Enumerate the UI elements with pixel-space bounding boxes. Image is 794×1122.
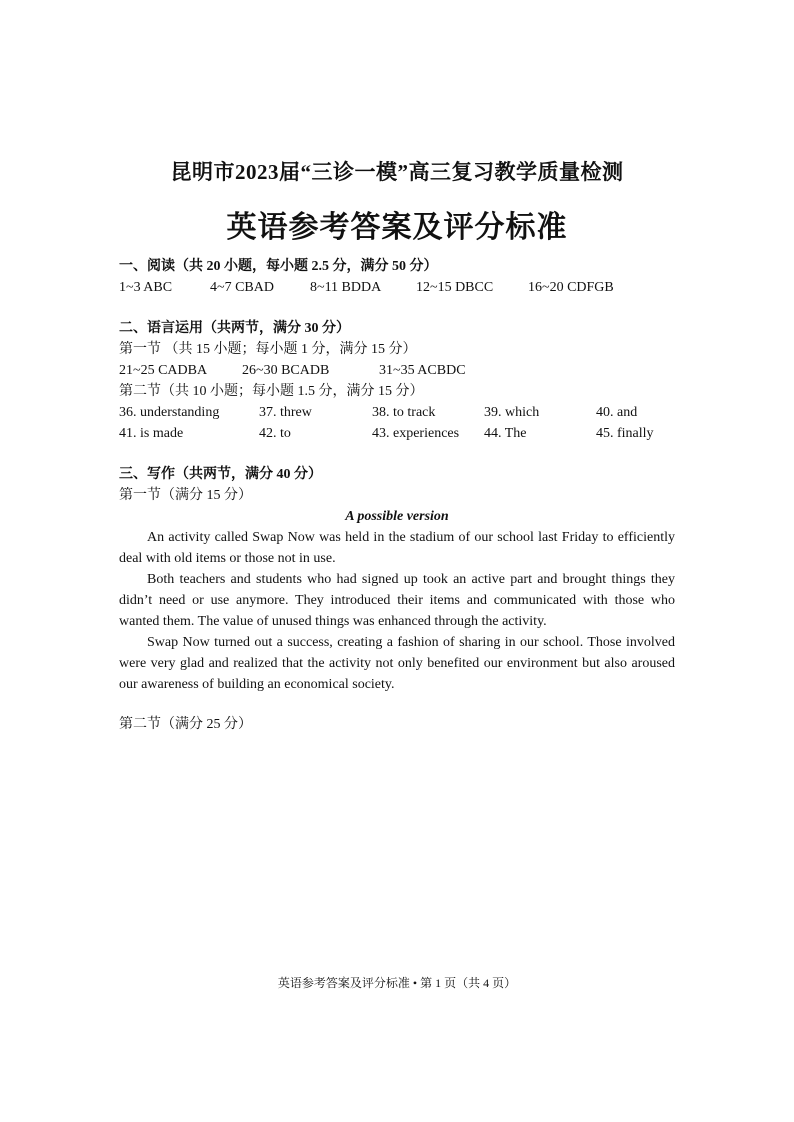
answer-group: 8~11 BDDA: [310, 280, 382, 295]
document-subtitle: 英语参考答案及评分标准: [226, 211, 568, 244]
section1-heading: 一、阅读（共 20 小题，每小题 2.5 分，满分 50 分）: [119, 259, 438, 274]
section2-part2-answer-row-2: [0, 425, 794, 443]
section3-heading: 三、写作（共两节，满分 40 分）: [119, 467, 322, 482]
essay-paragraph: Swap Now turned out a success, creating a fashion of sharing in our school. Those involved were very glad and realized that the activity not only benefited our environment but also aroused our awareness of building an economical society.: [119, 635, 675, 692]
page-footer: 英语参考答案及评分标准 • 第 1 页（共 4 页）: [277, 976, 517, 990]
answer-group: 12~15 DBCC: [416, 280, 494, 295]
sample-essay-title: A possible version: [345, 509, 449, 524]
essay-paragraph: An activity called Swap Now was held in the stadium of our school last Friday to efficiently deal with old items or those not in use.: [119, 530, 675, 566]
blank-answer: 39. which: [484, 405, 540, 420]
section2-part1-heading: 第一节 （共 15 小题；每小题 1 分，满分 15 分）: [119, 342, 417, 357]
blank-answer: 45. finally: [596, 426, 654, 441]
section3-part2-heading: 第二节（满分 25 分）: [119, 717, 252, 732]
answer-group: 26~30 BCADB: [242, 363, 330, 378]
section3-part1-heading: 第一节（满分 15 分）: [119, 488, 252, 503]
blank-answer: 36. understanding: [119, 405, 220, 420]
section2-part2-answer-row-1: [0, 404, 794, 422]
section2-part1-answer-row: [0, 362, 794, 380]
section2-part2-heading: 第二节（共 10 小题；每小题 1.5 分，满分 15 分）: [119, 384, 424, 399]
sample-essay: [119, 527, 675, 695]
answer-group: 16~20 CDFGB: [528, 280, 614, 295]
answer-group: 1~3 ABC: [119, 280, 173, 295]
section2-heading: 二、语言运用（共两节，满分 30 分）: [119, 321, 350, 336]
blank-answer: 43. experiences: [372, 426, 460, 441]
blank-answer: 38. to track: [372, 405, 436, 420]
essay-paragraph: Both teachers and students who had signed up took an active part and brought things they didn’t need or use anymore. They introduced their items and communicated with those who wanted them. The value of unused things was enhanced through the activity.: [119, 572, 675, 629]
blank-answer: 40. and: [596, 405, 638, 420]
blank-answer: 44. The: [484, 426, 527, 441]
section1-answer-row: [0, 279, 794, 297]
blank-answer: 37. threw: [259, 405, 312, 420]
blank-answer: 41. is made: [119, 426, 184, 441]
blank-answer: 42. to: [259, 426, 291, 441]
exam-title: 昆明市2023届“三诊一模”高三复习教学质量检测: [170, 160, 624, 184]
answer-group: 4~7 CBAD: [210, 280, 274, 295]
answer-group: 21~25 CADBA: [119, 363, 208, 378]
answer-group: 31~35 ACBDC: [379, 363, 466, 378]
